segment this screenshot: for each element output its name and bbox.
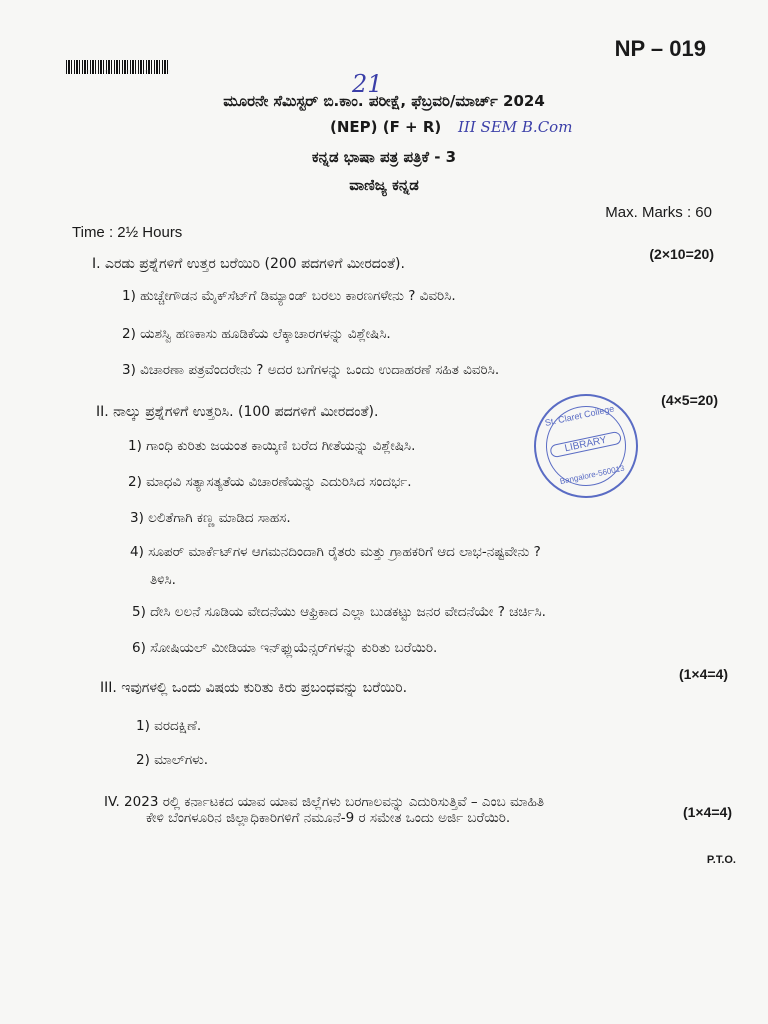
question: 2) ಮಾಧವಿ ಸತ್ಯಾಸತ್ಯತೆಯ ವಿಚಾರಣೆಯನ್ನು ಎದುರಿಸಿದ ಸಂದರ್ಭ. — [128, 474, 412, 490]
time-allowed: Time : 2½ Hours — [72, 224, 183, 241]
handwritten-number: 21 — [352, 70, 383, 98]
question: 4) ಸೂಪರ್ ಮಾರ್ಕೆಟ್‌ಗಳ ಆಗಮನದಿಂದಾಗಿ ರೈತರು ಮತ್ತು ಗ್ರಾಹಕರಿಗೆ ಆದ ಲಾಭ-ನಷ್ಟವೇನು ? — [130, 544, 541, 560]
question: 1) ವರದಕ್ಷಿಣೆ. — [136, 718, 202, 734]
paper-code: NP – 019 — [614, 36, 706, 61]
barcode — [66, 60, 170, 74]
question: 3) ಲಲಿತೆಗಾಗಿ ಕಣ್ಣ ಮಾಡಿದ ಸಾಹಸ. — [130, 510, 291, 526]
question: 5) ದೇಸಿ ಲಲನೆ ಸೂಡಿಯ ವೇದನೆಯು ಆಫ್ರಿಕಾದ ಎಲ್ಲಾ ಬುಡಕಟ್ಟು ಜನರ ವೇದನೆಯೇ ? ಚರ್ಚಿಸಿ. — [132, 604, 546, 620]
question-continuation: ಕೇಳಿ ಬೆಂಗಳೂರಿನ ಜಿಲ್ಲಾಧಿಕಾರಿಗಳಿಗೆ ನಮೂನೆ-9 ರ ಸಮೇತ ಒಂದು ಅರ್ಜಿ ಬರೆಯಿರಿ. — [146, 810, 511, 826]
question: 1) ಗಾಂಧಿ ಕುರಿತು ಜಯಂತ ಕಾಯ್ಕಿಣಿ ಬರೆದ ಗೀತೆಯನ್ನು ವಿಶ್ಲೇಷಿಸಿ. — [128, 438, 416, 454]
stamp-city: Bangalore-560013 — [558, 463, 626, 487]
page-turn-note: P.T.O. — [706, 854, 736, 866]
section-3-marks: (1×4=4) — [678, 666, 728, 682]
section-1-title: I. ಎರಡು ಪ್ರಶ್ನೆಗಳಿಗೆ ಉತ್ತರ ಬರೆಯಿರಿ (200 ಪದಗಳಿಗೆ ಮೀರದಂತೆ). — [92, 256, 405, 272]
question: 6) ಸೋಷಿಯಲ್ ಮೀಡಿಯಾ ಇನ್‌ಫ್ಲುಯೆನ್ಸರ್‌ಗಳನ್ನು ಕುರಿತು ಬರೆಯಿರಿ. — [132, 640, 438, 656]
question: 2) ಮಾಲ್‌ಗಳು. — [136, 752, 209, 768]
subject-title: ವಾಣಿಜ್ಯ ಕನ್ನಡ — [349, 176, 419, 194]
question-continuation: ತಿಳಿಸಿ. — [150, 572, 176, 588]
question: 2) ಯಶಸ್ವಿ ಹಣಕಾಸು ಹೂಡಿಕೆಯ ಲೆಕ್ಕಾಚಾರಗಳನ್ನು ವಿಶ್ಲೇಷಿಸಿ. — [122, 326, 391, 342]
section-2-marks: (4×5=20) — [661, 392, 718, 408]
exam-scheme: (NEP) (F + R) — [330, 118, 442, 136]
library-stamp — [524, 384, 647, 507]
section-4-title: IV. 2023 ರಲ್ಲಿ ಕರ್ನಾಟಕದ ಯಾವ ಯಾವ ಜಿಲ್ಲೆಗಳು ಬರಗಾಲವನ್ನು ಎದುರಿಸುತ್ತಿವೆ – ಎಂಬ ಮಾಹಿತಿ — [104, 794, 545, 810]
section-4-marks: (1×4=4) — [682, 804, 732, 820]
paper-title: ಕನ್ನಡ ಭಾಷಾ ಪತ್ರ ಪತ್ರಿಕೆ - 3 — [311, 148, 457, 166]
handwritten-note: III SEM B.Com — [458, 118, 573, 136]
stamp-college: St. Claret College — [544, 403, 616, 428]
section-3-title: III. ಇವುಗಳಲ್ಲಿ ಒಂದು ವಿಷಯ ಕುರಿತು ಕಿರು ಪ್ರಬಂಧವನ್ನು ಬರೆಯಿರಿ. — [100, 680, 408, 696]
section-2-title: II. ನಾಲ್ಕು ಪ್ರಶ್ನೆಗಳಿಗೆ ಉತ್ತರಿಸಿ. (100 ಪದಗಳಿಗೆ ಮೀರದಂತೆ). — [96, 404, 379, 420]
question: 1) ಹುಚ್ಚೇಗೌಡನ ಮೈಕ್‌ಸೆಟ್‌ಗೆ ಡಿಮ್ಯಾಂಡ್ ಬರಲು ಕಾರಣಗಳೇನು ? ವಿವರಿಸಿ. — [122, 288, 456, 304]
stamp-library: LIBRARY — [549, 431, 622, 459]
exam-title: ಮೂರನೇ ಸೆಮಿಸ್ಟರ್ ಬಿ.ಕಾಂ. ಪರೀಕ್ಷೆ, ಫೆಬ್ರವರಿ/ಮಾರ್ಚ್ 2024 — [223, 92, 545, 110]
max-marks: Max. Marks : 60 — [605, 204, 712, 221]
section-1-marks: (2×10=20) — [649, 246, 714, 262]
question: 3) ವಿಚಾರಣಾ ಪತ್ರವೆಂದರೇನು ? ಅದರ ಬಗೆಗಳನ್ನು ಒಂದು ಉದಾಹರಣೆ ಸಹಿತ ವಿವರಿಸಿ. — [122, 362, 500, 378]
